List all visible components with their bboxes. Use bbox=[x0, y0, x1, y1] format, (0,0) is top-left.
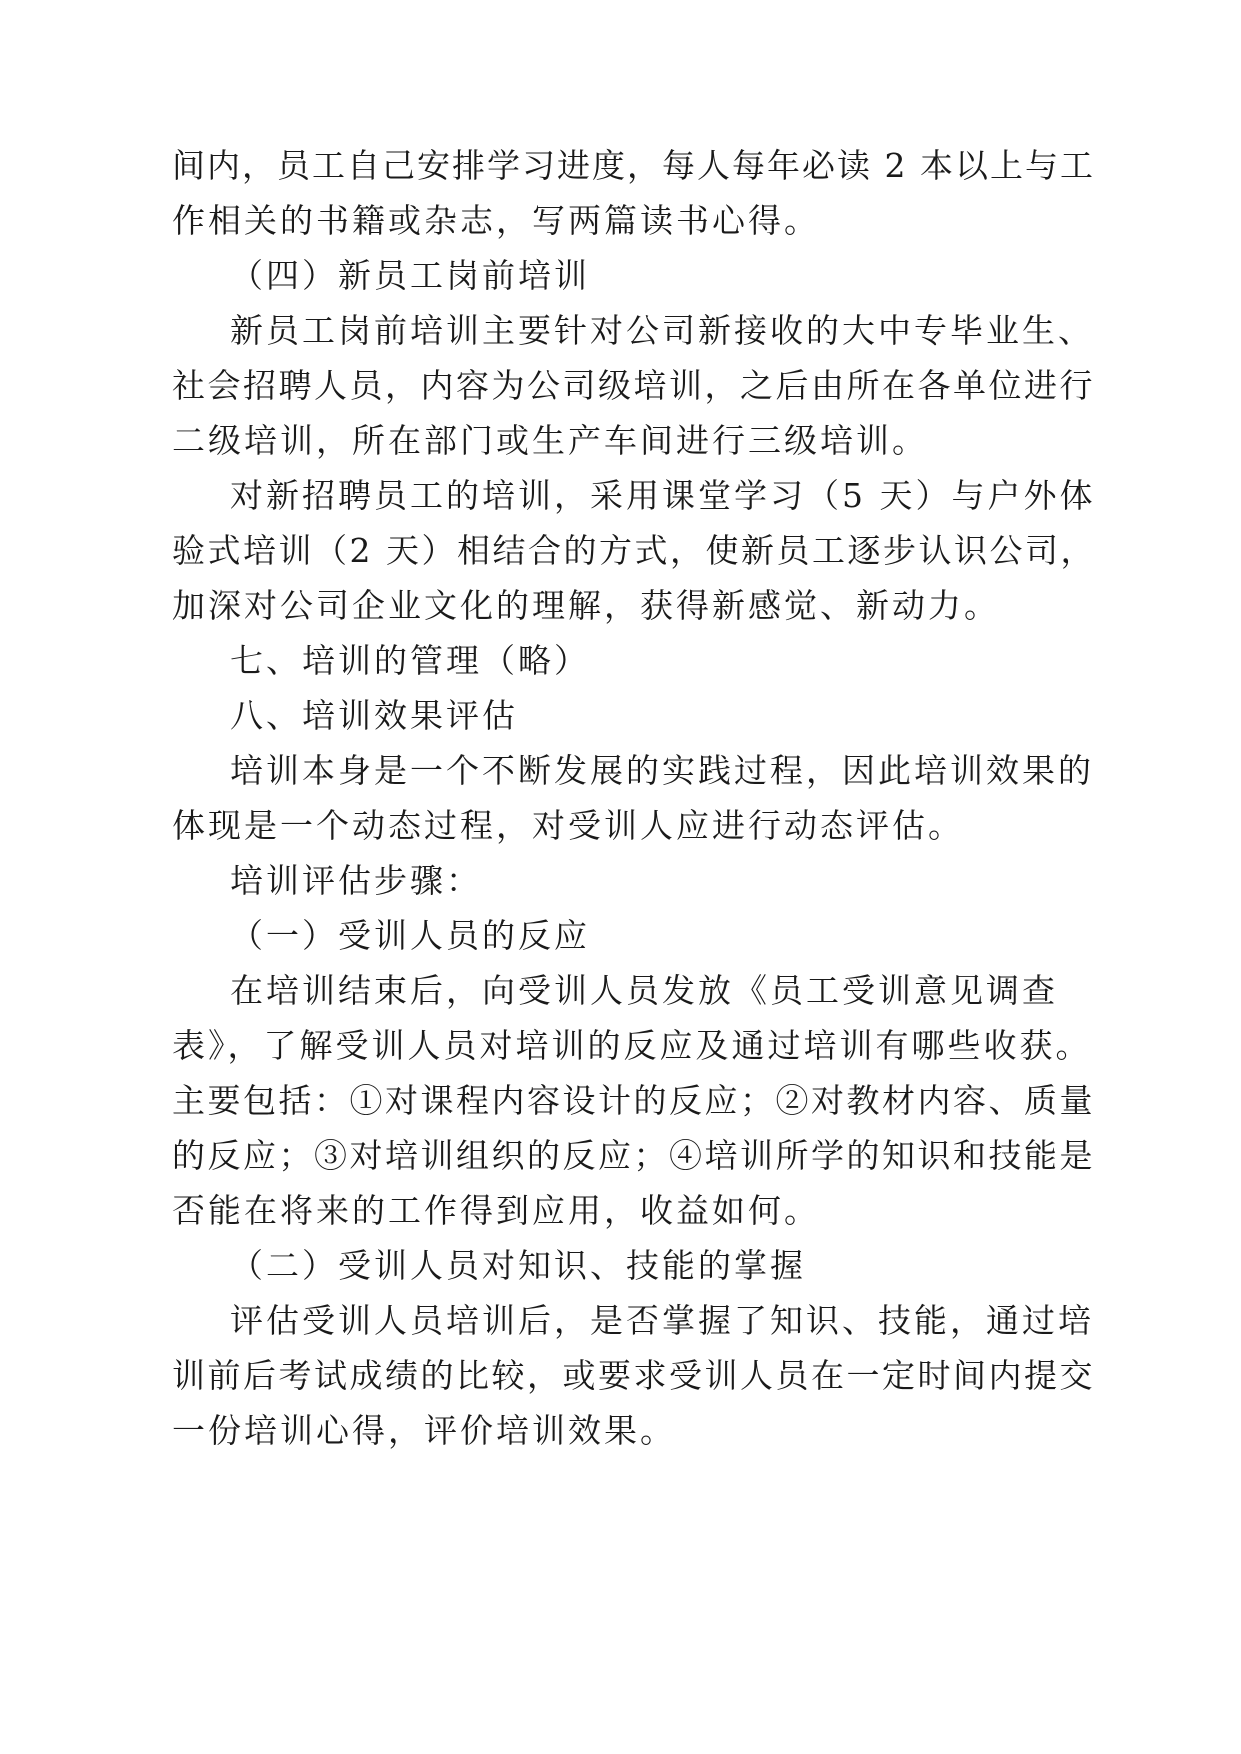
text-line: 验式培训（2 天）相结合的方式，使新员工逐步认识公司， bbox=[172, 531, 1096, 570]
section-heading: （一）受训人员的反应 bbox=[230, 916, 590, 955]
text-line: 新员工岗前培训主要针对公司新接收的大中专毕业生、 bbox=[230, 311, 1094, 350]
text-line: 体现是一个动态过程，对受训人应进行动态评估。 bbox=[172, 806, 964, 845]
section-heading: （二）受训人员对知识、技能的掌握 bbox=[230, 1246, 806, 1285]
text-line: 培训评估步骤： bbox=[230, 861, 482, 900]
text-line: 对新招聘员工的培训，采用课堂学习（5 天）与户外体 bbox=[230, 476, 1096, 515]
text-line: 否能在将来的工作得到应用，收益如何。 bbox=[172, 1191, 820, 1230]
text-line: 主要包括：①对课程内容设计的反应；②对教材内容、质量 bbox=[172, 1081, 1095, 1120]
text-line: 在培训结束后，向受训人员发放《员工受训意见调查 bbox=[230, 971, 1058, 1010]
text-line: 评估受训人员培训后，是否掌握了知识、技能，通过培 bbox=[230, 1301, 1094, 1340]
section-heading: 八、培训效果评估 bbox=[230, 696, 518, 735]
text-line: 训前后考试成绩的比较，或要求受训人员在一定时间内提交 bbox=[172, 1356, 1095, 1395]
text-line: 一份培训心得，评价培训效果。 bbox=[172, 1411, 676, 1450]
text-line: 加深对公司企业文化的理解，获得新感觉、新动力。 bbox=[172, 586, 1000, 625]
text-line: 二级培训，所在部门或生产车间进行三级培训。 bbox=[172, 421, 928, 460]
text-line: 表》，了解受训人员对培训的反应及通过培训有哪些收获。 bbox=[172, 1026, 1092, 1065]
text-line: 社会招聘人员，内容为公司级培训，之后由所在各单位进行 bbox=[172, 366, 1095, 405]
text-line: 培训本身是一个不断发展的实践过程，因此培训效果的 bbox=[230, 751, 1094, 790]
text-line: 作相关的书籍或杂志，写两篇读书心得。 bbox=[172, 201, 820, 240]
section-heading: （四）新员工岗前培训 bbox=[230, 256, 590, 295]
text-line: 间内，员工自己安排学习进度，每人每年必读 2 本以上与工 bbox=[172, 146, 1095, 185]
section-heading: 七、培训的管理（略） bbox=[230, 641, 590, 680]
text-line: 的反应；③对培训组织的反应；④培训所学的知识和技能是 bbox=[172, 1136, 1095, 1175]
